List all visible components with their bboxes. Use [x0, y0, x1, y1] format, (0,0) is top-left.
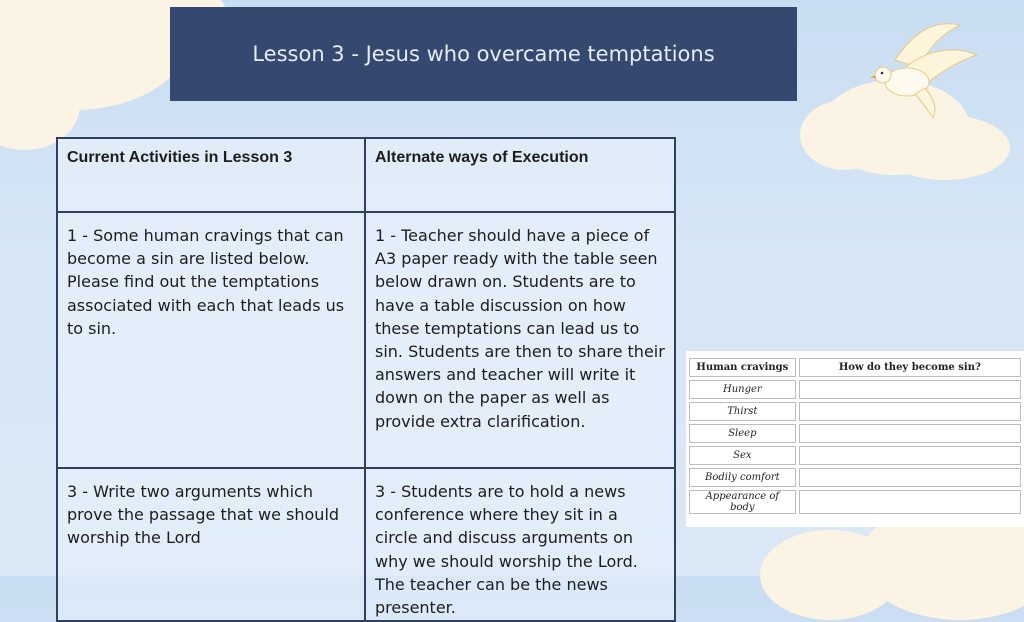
header-current-activities: Current Activities in Lesson 3	[57, 138, 365, 212]
craving-item: Sex	[689, 446, 796, 465]
page-title: Lesson 3 - Jesus who overcame temptations	[252, 42, 715, 66]
answer-cell	[799, 424, 1021, 443]
activities-table	[56, 137, 676, 622]
craving-item: Hunger	[689, 380, 796, 399]
cravings-table-image	[686, 351, 1024, 527]
alternate-execution-cell: 3 - Students are to hold a news conference where they sit in a circle and discuss arguments on why we should worship the Lord. The teacher can be the news presenter.	[365, 468, 675, 621]
answer-cell	[799, 446, 1021, 465]
current-activity-cell: 3 - Write two arguments which prove the passage that we should worship the Lord	[57, 468, 365, 621]
cloud-icon	[760, 530, 900, 620]
table-row	[689, 446, 1021, 465]
sin-header: How do they become sin?	[799, 358, 1021, 377]
table-row	[689, 424, 1021, 443]
answer-cell	[799, 490, 1021, 514]
dove-icon	[865, 20, 985, 120]
table-row	[689, 380, 1021, 399]
table-row	[57, 212, 675, 468]
table-row	[689, 402, 1021, 421]
craving-item: Sleep	[689, 424, 796, 443]
answer-cell	[799, 380, 1021, 399]
cravings-header-row	[689, 358, 1021, 377]
answer-cell	[799, 468, 1021, 487]
table-row	[689, 468, 1021, 487]
title-banner	[170, 7, 797, 101]
answer-cell	[799, 402, 1021, 421]
table-row	[689, 490, 1021, 514]
cloud-icon	[880, 115, 1010, 180]
cravings-header: Human cravings	[689, 358, 796, 377]
craving-item: Bodily comfort	[689, 468, 796, 487]
cravings-table	[686, 355, 1024, 517]
table-header-row	[57, 138, 675, 212]
current-activity-cell: 1 - Some human cravings that can become a sin are listed below. Please find out the temptations associated with each that leads us to sin.	[57, 212, 365, 468]
craving-item: Thirst	[689, 402, 796, 421]
craving-item: Appearance of body	[689, 490, 796, 514]
table-row	[57, 468, 675, 621]
header-alternate-ways: Alternate ways of Execution	[365, 138, 675, 212]
alternate-execution-cell: 1 - Teacher should have a piece of A3 paper ready with the table seen below drawn on. Students are to have a table discussion on how these temptations can lead us to sin. Students are then to share their answers and teacher will write it down on the paper as well as provide extra clarification.	[365, 212, 675, 468]
